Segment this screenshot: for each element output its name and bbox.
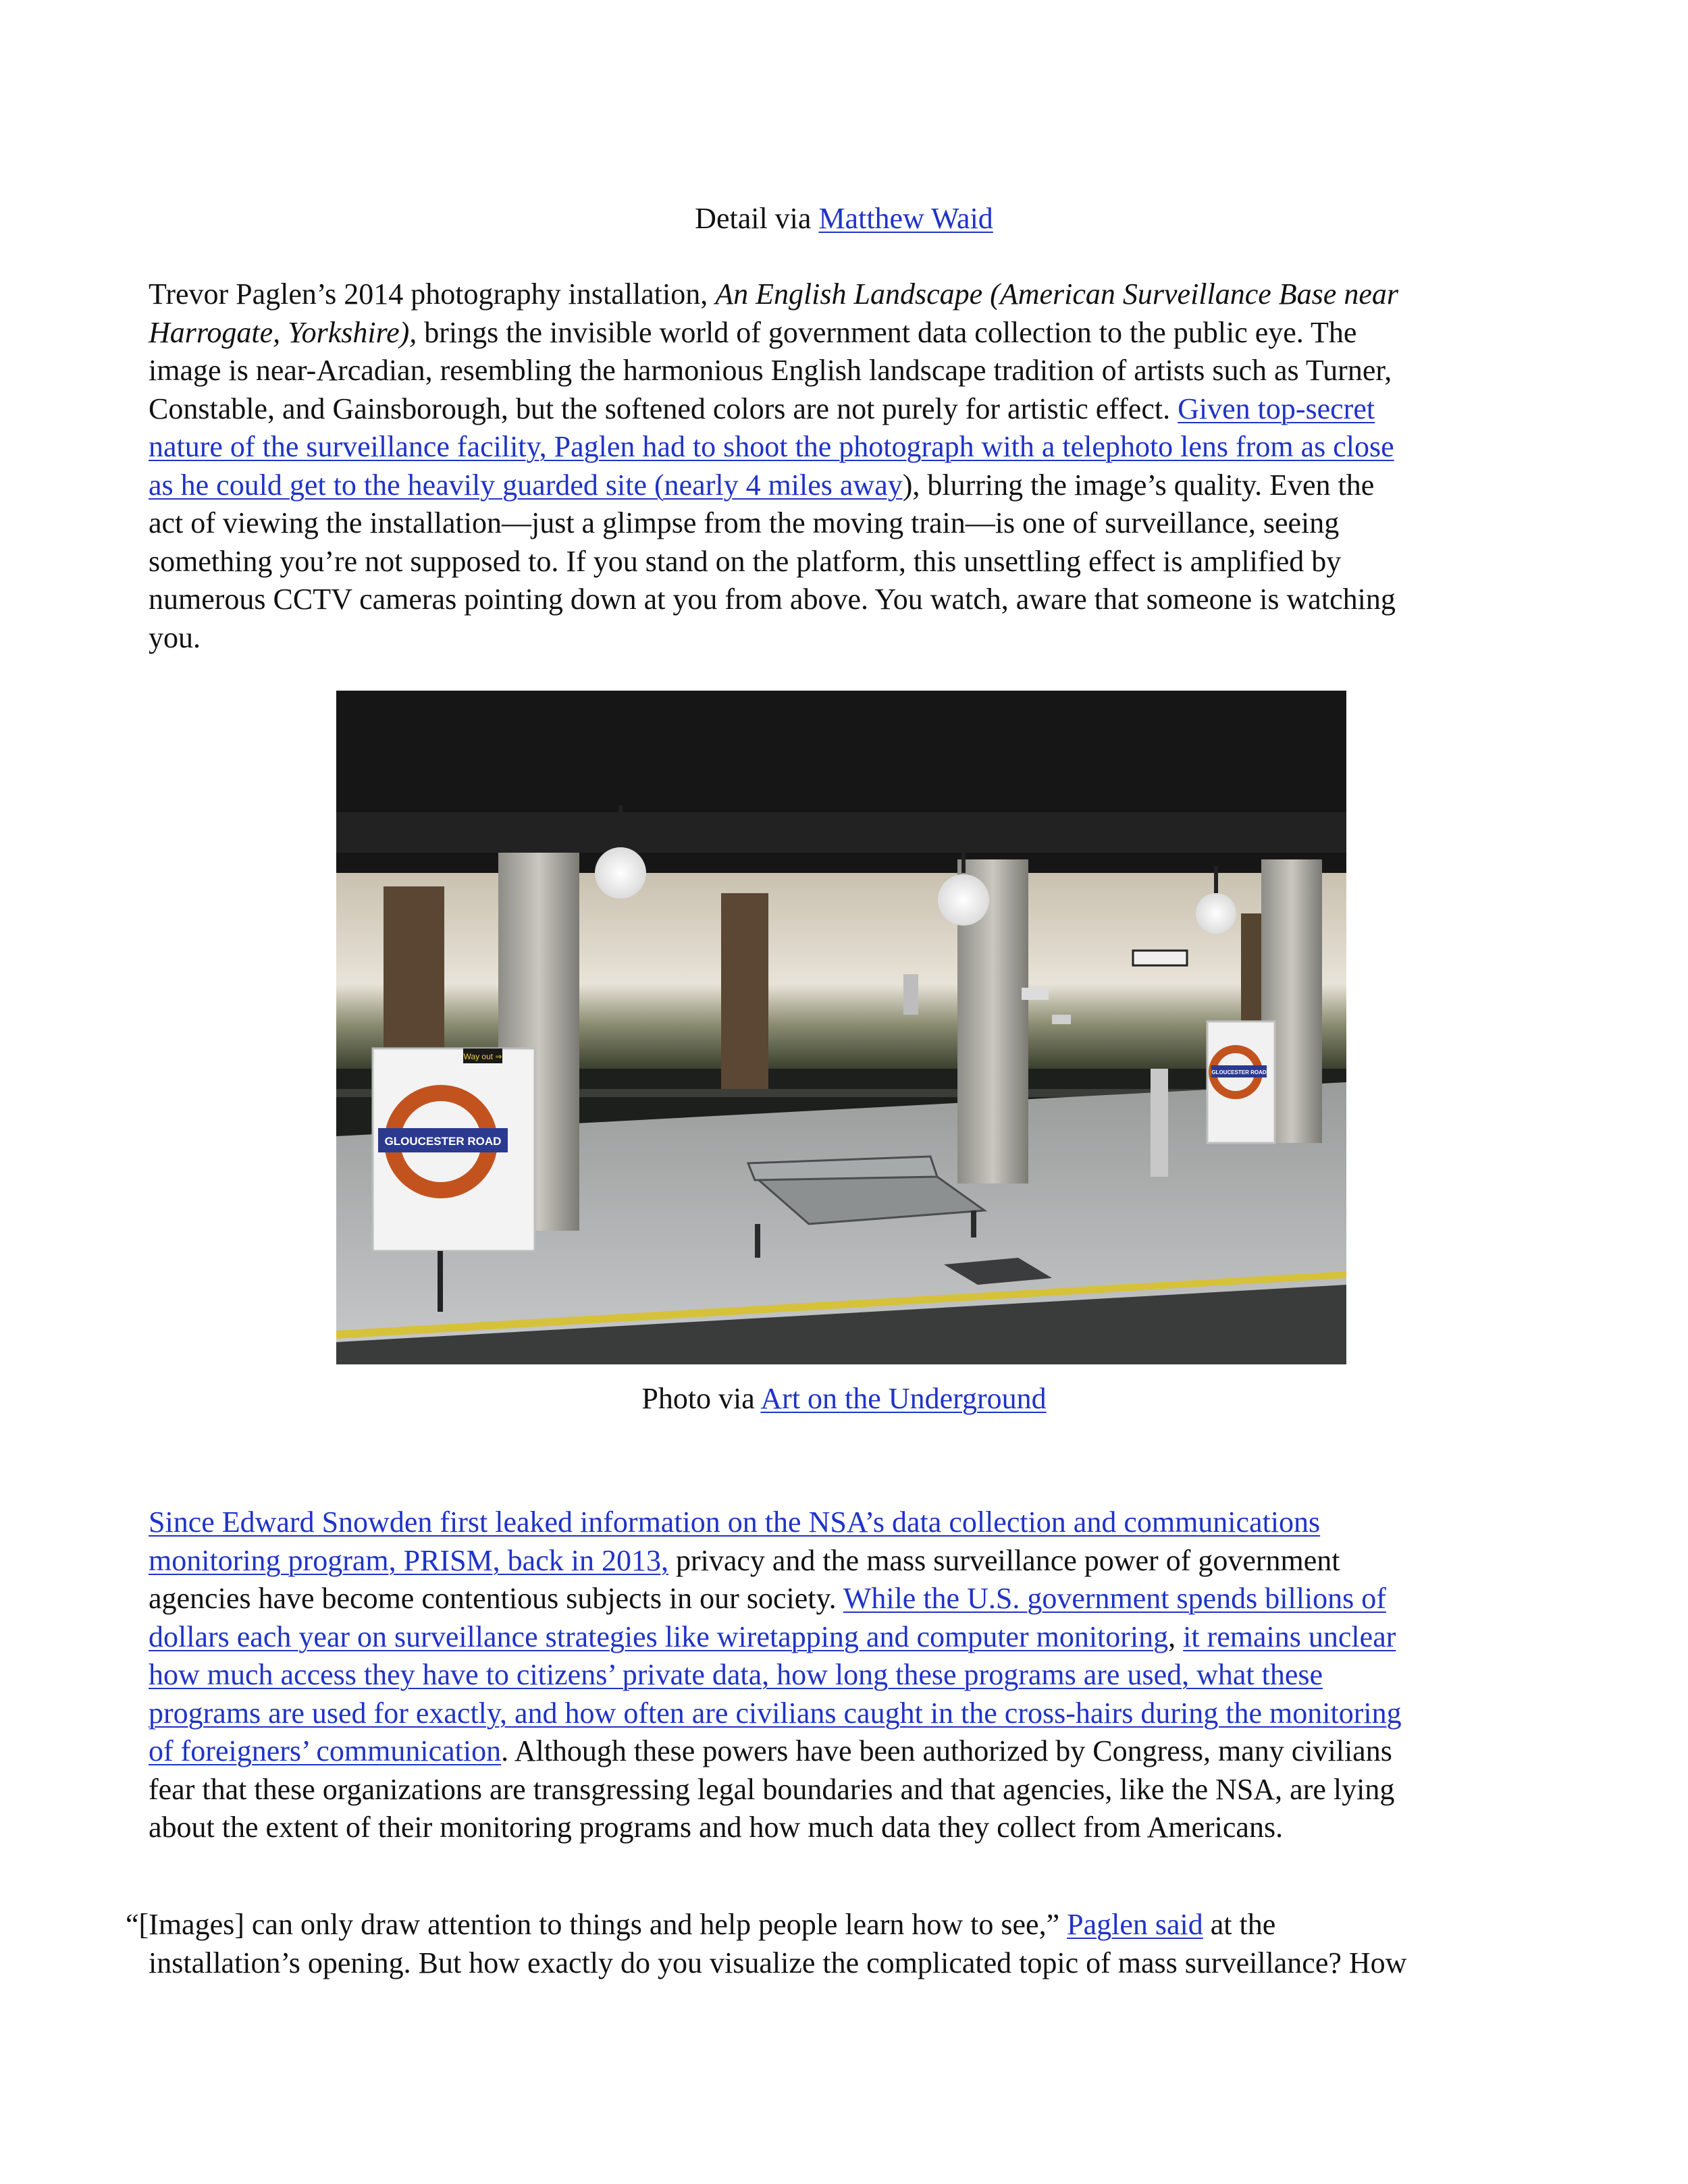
paragraph-line: about the extent of their monitoring programs and how much data they collect from Americans.	[149, 1811, 1284, 1844]
paragraph-line	[149, 1656, 1539, 1695]
paragraph-line: image is near-Arcadian, resembling the harmonious English landscape tradition of artists such as Turner,	[149, 354, 1392, 387]
art-on-the-underground-link[interactable]: Art on the Underground	[760, 1382, 1047, 1415]
snowden-prism-link[interactable]: monitoring program, PRISM, back in 2013,	[149, 1543, 668, 1577]
text-run: Trevor Paglen’s 2014 photography installation,	[149, 277, 716, 311]
access-unclear-link[interactable]: programs are used for exactly, and how often are civilians caught in the cross-hairs during the monitoring	[149, 1696, 1402, 1730]
surveillance-spending-link[interactable]: While the U.S. government spends billions of	[843, 1582, 1386, 1615]
paragraph-snowden	[149, 1503, 1539, 1847]
station-photo-illustration	[336, 691, 1346, 1364]
text-run: agencies have become contentious subjects in our society.	[149, 1582, 843, 1615]
paragraph-line	[149, 275, 1539, 314]
paragraph-line	[149, 390, 1539, 429]
paglen-said-link[interactable]: Paglen said	[1067, 1908, 1203, 1941]
text-run: brings the invisible world of government data collection to the public eye. The	[417, 315, 1357, 349]
way-out-sign-text: Way out ⇒	[463, 1052, 502, 1061]
artwork-title-italic: An English Landscape (American Surveillance Base near	[715, 277, 1398, 311]
text-run: privacy and the mass surveillance power of government	[668, 1543, 1340, 1577]
paragraph-line	[149, 1618, 1539, 1657]
paragraph-line	[149, 1695, 1539, 1733]
station-photo	[336, 691, 1346, 1364]
surveillance-spending-link[interactable]: dollars each year on surveillance strategies like wiretapping and computer monitoring	[149, 1620, 1169, 1653]
paragraph-line	[149, 1732, 1539, 1771]
snowden-prism-link[interactable]: Since Edward Snowden first leaked information on the NSA’s data collection and communications	[149, 1506, 1321, 1539]
detail-caption-prefix: Detail via	[695, 202, 819, 235]
paragraph-line	[149, 1542, 1539, 1580]
paragraph-line: you.	[149, 620, 201, 654]
matthew-waid-link[interactable]: Matthew Waid	[818, 202, 993, 235]
telephoto-source-link[interactable]: as he could get to the heavily guarded site (nearly 4 miles away	[149, 468, 903, 502]
text-run: Constable, and Gainsborough, but the softened colors are not purely for artistic effect.	[149, 392, 1178, 425]
paragraph-line	[126, 1906, 1544, 1944]
artwork-title-italic: Harrogate, Yorkshire),	[149, 315, 417, 349]
paragraph-quote	[126, 1906, 1544, 1982]
paragraph-line	[149, 428, 1539, 467]
photo-caption	[0, 1380, 1688, 1418]
paragraph-line: act of viewing the installation—just a glimpse from the moving train—is one of surveillance, seeing	[149, 506, 1340, 539]
telephoto-source-link[interactable]: Given top-secret	[1178, 392, 1375, 425]
access-unclear-link[interactable]: it remains unclear	[1183, 1620, 1396, 1653]
paragraph-line: something you’re not supposed to. If you stand on the platform, this unsettling effect is amplified by	[149, 544, 1342, 578]
paragraph-line	[149, 1580, 1539, 1618]
paragraph-line	[149, 1503, 1539, 1542]
roundel-right-text: GLOUCESTER ROAD	[1211, 1069, 1267, 1075]
text-run: . Although these powers have been authorized by Congress, many civilians	[501, 1734, 1392, 1767]
detail-caption	[0, 200, 1688, 238]
text-run: “[Images] can only draw attention to things and help people learn how to see,”	[126, 1908, 1067, 1941]
roundel-left-text: GLOUCESTER ROAD	[384, 1135, 502, 1148]
paragraph-line: installation’s opening. But how exactly do you visualize the complicated topic of mass surveillance? How	[149, 1946, 1407, 1979]
access-unclear-link[interactable]: of foreigners’ communication	[149, 1734, 502, 1767]
paragraph-line	[149, 314, 1539, 352]
paragraph-line	[149, 467, 1539, 505]
telephoto-source-link[interactable]: nature of the surveillance facility, Paglen had to shoot the photograph with a telephoto lens from as close	[149, 430, 1394, 463]
paragraph-line: numerous CCTV cameras pointing down at you from above. You watch, aware that someone is watching	[149, 583, 1396, 616]
text-run: ), blurring the image’s quality. Even the	[902, 468, 1375, 502]
text-run: ,	[1168, 1620, 1184, 1653]
text-run: at the	[1203, 1908, 1276, 1941]
access-unclear-link[interactable]: how much access they have to citizens’ private data, how long these programs are used, what these	[149, 1658, 1323, 1691]
paragraph-installation	[149, 275, 1539, 657]
paragraph-line: fear that these organizations are transgressing legal boundaries and that agencies, like the NSA, are lying	[149, 1772, 1395, 1806]
photo-caption-prefix: Photo via	[641, 1382, 761, 1415]
